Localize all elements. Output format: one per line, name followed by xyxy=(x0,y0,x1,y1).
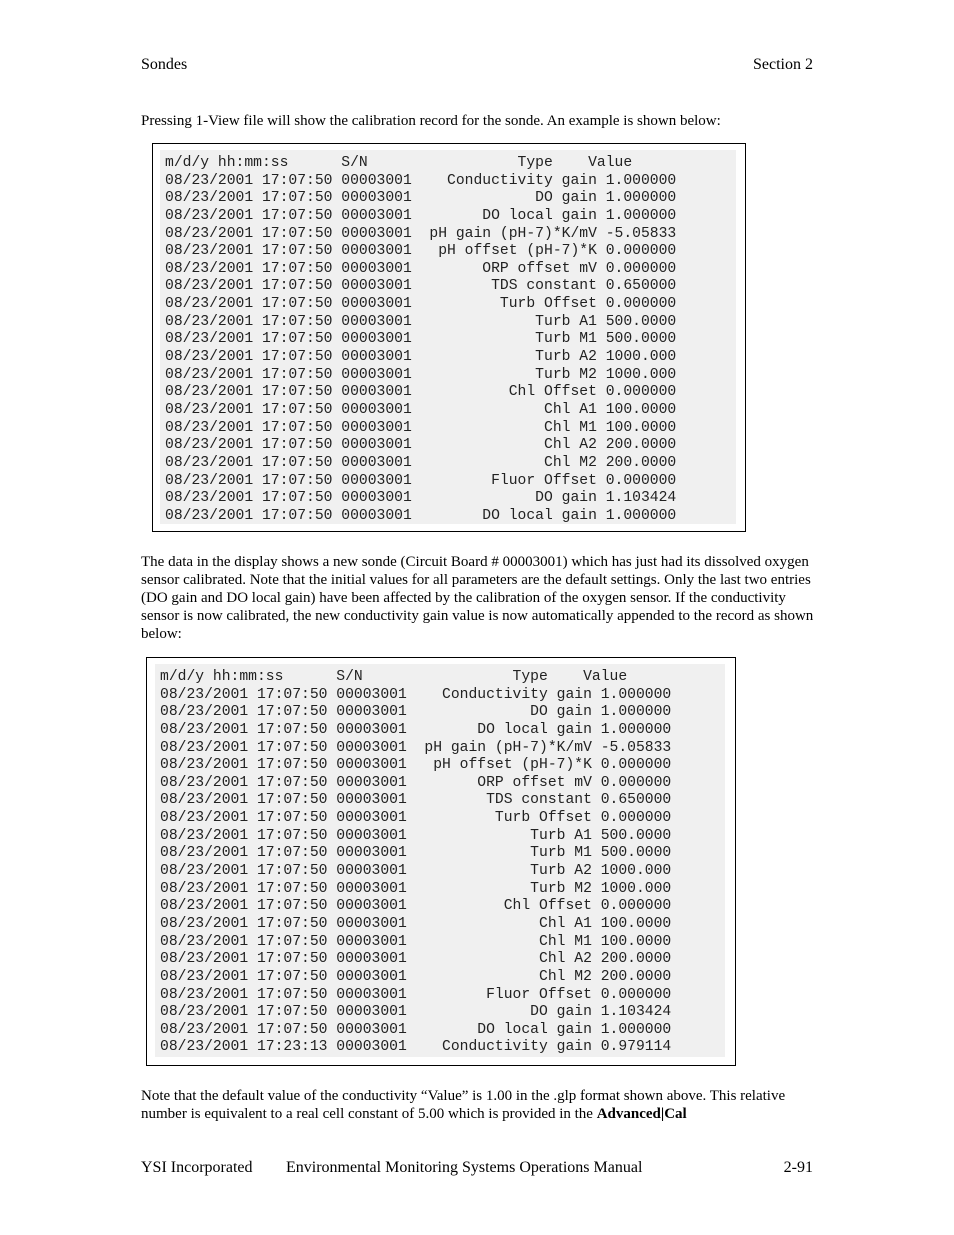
table-row: 08/23/2001 17:07:50 00003001 DO gain 1.000000 xyxy=(160,704,672,721)
table-row: 08/23/2001 17:07:50 00003001 pH gain (pH-7)*K/mV -5.05833 xyxy=(160,739,672,756)
table-row: 08/23/2001 17:07:50 00003001 pH offset (pH-7)*K 0.000000 xyxy=(165,243,677,260)
footer-page-number: 2-91 xyxy=(783,1159,813,1176)
table-row: 08/23/2001 17:07:50 00003001 Chl Offset 0.000000 xyxy=(160,898,672,915)
table-row: 08/23/2001 17:07:50 00003001 DO gain 1.000000 xyxy=(165,190,677,207)
table-row: 08/23/2001 17:07:50 00003001 Turb A2 1000.000 xyxy=(160,863,672,880)
table-header: m/d/y hh:mm:ss S/N Type Value xyxy=(160,669,628,685)
table-row: 08/23/2001 17:07:50 00003001 Chl A1 100.0000 xyxy=(160,915,672,932)
table-row: 08/23/2001 17:07:50 00003001 ORP offset mV 0.000000 xyxy=(165,260,677,277)
table-row: 08/23/2001 17:07:50 00003001 Turb Offset 0.000000 xyxy=(160,810,672,827)
table-row: 08/23/2001 17:07:50 00003001 DO gain 1.103424 xyxy=(165,490,677,507)
table-row: 08/23/2001 17:07:50 00003001 Chl A2 200.0000 xyxy=(160,951,672,968)
table-row: 08/23/2001 17:07:50 00003001 Chl A1 100.0000 xyxy=(165,401,677,418)
middle-paragraph: The data in the display shows a new sonde (Circuit Board # 00003001) which has just had its dissolved oxygen sensor calibrated. Note that the initial values for all parameters are the default settings. Only the last two entries (DO gain and DO local gain) have been affected by the calibration of the oxygen sensor. If the conductivity sensor is now calibrated, the new conductivity gain value is now automatically appended to the record as shown below: xyxy=(141,554,814,642)
table-row: 08/23/2001 17:07:50 00003001 TDS constant 0.650000 xyxy=(160,792,672,809)
closing-paragraph xyxy=(141,1087,816,1123)
table-row: 08/23/2001 17:07:50 00003001 Chl M1 100.0000 xyxy=(165,419,677,436)
table-row: 08/23/2001 17:07:50 00003001 ORP offset mV 0.000000 xyxy=(160,774,672,791)
table-row: 08/23/2001 17:07:50 00003001 Turb A1 500.0000 xyxy=(160,827,672,844)
table-row: 08/23/2001 17:07:50 00003001 DO gain 1.103424 xyxy=(160,1004,672,1021)
table-row: 08/23/2001 17:07:50 00003001 Turb M1 500.0000 xyxy=(165,331,677,348)
table-row: 08/23/2001 17:07:50 00003001 Fluor Offset 0.000000 xyxy=(165,472,677,489)
table-row: 08/23/2001 17:07:50 00003001 Conductivity gain 1.000000 xyxy=(160,686,672,703)
table-row: 08/23/2001 17:07:50 00003001 DO local gain 1.000000 xyxy=(160,1021,672,1038)
header-section-number: Section 2 xyxy=(753,56,813,73)
code-background xyxy=(160,150,736,524)
table-row: 08/23/2001 17:07:50 00003001 pH offset (pH-7)*K 0.000000 xyxy=(160,757,672,774)
calibration-record-box-1 xyxy=(152,143,746,532)
table-row: 08/23/2001 17:07:50 00003001 Turb M2 1000.000 xyxy=(165,366,677,383)
calibration-record-box-2 xyxy=(146,657,736,1066)
advanced-cal-menu-path: Advanced|Cal xyxy=(596,1106,687,1122)
table-row: 08/23/2001 17:07:50 00003001 Turb M1 500.0000 xyxy=(160,845,672,862)
table-row: 08/23/2001 17:07:50 00003001 Turb A2 1000.000 xyxy=(165,349,677,366)
table-row: 08/23/2001 17:07:50 00003001 Conductivity gain 1.000000 xyxy=(165,172,677,189)
table-row: 08/23/2001 17:07:50 00003001 Chl M2 200.0000 xyxy=(160,968,672,985)
footer-company: YSI Incorporated xyxy=(141,1159,253,1176)
table-row: 08/23/2001 17:07:50 00003001 pH gain (pH-7)*K/mV -5.05833 xyxy=(165,225,677,242)
table-row: 08/23/2001 17:07:50 00003001 Fluor Offset 0.000000 xyxy=(160,986,672,1003)
table-row: 08/23/2001 17:07:50 00003001 DO local gain 1.000000 xyxy=(160,721,672,738)
table-row: 08/23/2001 17:07:50 00003001 Turb M2 1000.000 xyxy=(160,880,672,897)
table-row: 08/23/2001 17:07:50 00003001 Turb Offset 0.000000 xyxy=(165,296,677,313)
table-row: 08/23/2001 17:07:50 00003001 Turb A1 500.0000 xyxy=(165,313,677,330)
table-row: 08/23/2001 17:23:13 00003001 Conductivity gain 0.979114 xyxy=(160,1039,672,1056)
intro-paragraph: Pressing 1-View file will show the calibration record for the sonde. An example is shown below: xyxy=(141,113,721,129)
table-row: 08/23/2001 17:07:50 00003001 Chl A2 200.0000 xyxy=(165,437,677,454)
table-row: 08/23/2001 17:07:50 00003001 DO local gain 1.000000 xyxy=(165,207,677,224)
table-row: 08/23/2001 17:07:50 00003001 DO local gain 1.000000 xyxy=(165,507,677,524)
table-row: 08/23/2001 17:07:50 00003001 TDS constant 0.650000 xyxy=(165,278,677,295)
footer-manual-title: Environmental Monitoring Systems Operations Manual xyxy=(286,1159,643,1176)
header-section-title: Sondes xyxy=(141,56,188,73)
table-row: 08/23/2001 17:07:50 00003001 Chl M1 100.0000 xyxy=(160,933,672,950)
table-header: m/d/y hh:mm:ss S/N Type Value xyxy=(165,155,633,171)
code-background xyxy=(155,664,725,1057)
closing-text: Note that the default value of the conductivity “Value” is 1.00 in the .glp format shown above. This relative number is equivalent to a real cell constant of 5.00 which is provided in the xyxy=(141,1088,786,1122)
table-row: 08/23/2001 17:07:50 00003001 Chl M2 200.0000 xyxy=(165,454,677,471)
table-row: 08/23/2001 17:07:50 00003001 Chl Offset 0.000000 xyxy=(165,384,677,401)
calibration-record-2 xyxy=(160,669,671,1057)
calibration-record-1 xyxy=(165,155,676,525)
